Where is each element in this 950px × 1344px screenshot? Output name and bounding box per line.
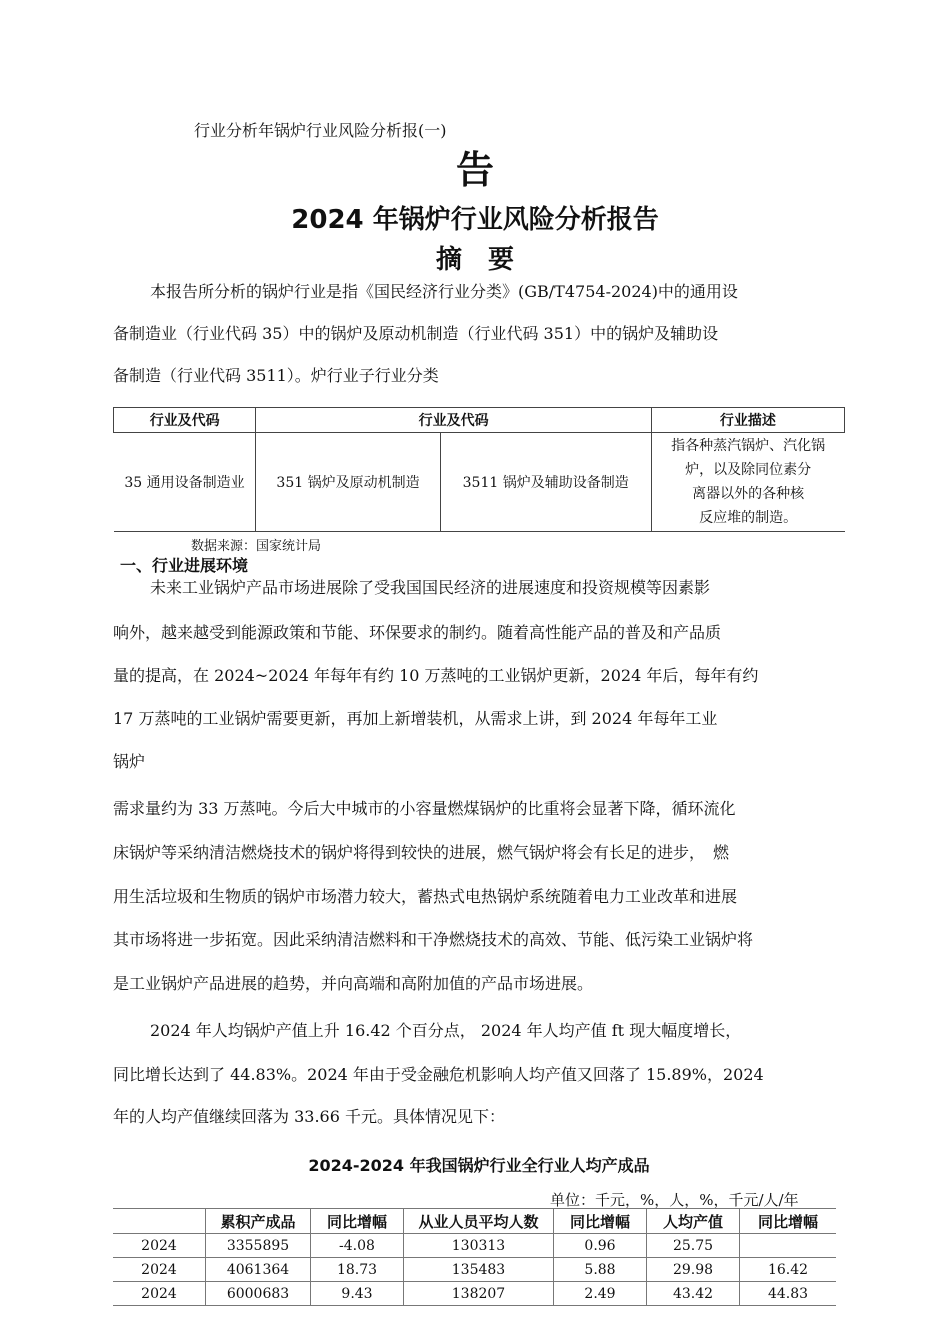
column-header: 人均产值: [647, 1209, 740, 1234]
table-cell: 44.83: [740, 1282, 837, 1306]
paragraph-line: 响外，越来越受到能源政策和节能、环保要求的制约。随着高性能产品的普及和产品质: [113, 623, 722, 642]
table-cell: 0.96: [554, 1234, 647, 1258]
table-cell: 2024: [113, 1282, 206, 1306]
paragraph-line: 17 万蒸吨的工业锅炉需要更新，再加上新增装机，从需求上讲，到 2024 年每年工业: [113, 709, 718, 728]
table-row: [113, 1234, 836, 1258]
paragraph-line: 年的人均产值继续回落为 33.66 千元。具体情况见下：: [113, 1107, 505, 1126]
table-title: 2024-2024 年我国锅炉行业全行业人均产成品: [308, 1156, 650, 1175]
data-source-note: 数据来源：国家统计局: [191, 539, 322, 554]
description-line: 炉，以及除同位素分: [685, 462, 812, 478]
table-cell: 4061364: [206, 1258, 311, 1282]
table-cell: 9.43: [311, 1282, 404, 1306]
industry-classification-table: [113, 407, 845, 532]
table-cell: 2024: [113, 1234, 206, 1258]
column-header: 行业及代码: [114, 408, 256, 433]
column-header: 同比增幅: [554, 1209, 647, 1234]
column-header: 累积产成品: [206, 1209, 311, 1234]
column-header: 从业人员平均人数: [404, 1209, 554, 1234]
table-cell: 2024: [113, 1258, 206, 1282]
table-cell: 5.88: [554, 1258, 647, 1282]
description-line: 反应堆的制造。: [699, 510, 798, 526]
column-header: 同比增幅: [311, 1209, 404, 1234]
table-header-row: [114, 408, 845, 433]
paragraph-line: 同比增长达到了 44.83%。2024 年由于受金融危机影响人均产值又回落了 15.89%，2024: [113, 1065, 764, 1084]
column-header: 行业及代码: [256, 408, 651, 433]
table-cell: 351 锅炉及原动机制造: [256, 433, 440, 532]
intro-line-3: 备制造（行业代码 3511）。炉行业子行业分类: [113, 366, 439, 385]
industry-description-cell: [651, 433, 844, 532]
table-cell: 25.75: [647, 1234, 740, 1258]
paragraph-line: 2024 年人均锅炉产值上升 16.42 个百分点， 2024 年人均产值 ft 现大幅度增长，: [150, 1021, 742, 1040]
table-cell: 135483: [404, 1258, 554, 1282]
table-cell: 18.73: [311, 1258, 404, 1282]
unit-note: 单位：千元，%，人，%，千元/人/年: [550, 1191, 799, 1209]
column-header: [113, 1209, 206, 1234]
paragraph-line: 用生活垃圾和生物质的锅炉市场潜力较大，蓄热式电热锅炉系统随着电力工业改革和进展: [113, 887, 738, 906]
table-cell: 43.42: [647, 1282, 740, 1306]
paragraph-line: 床锅炉等采纳清洁燃烧技术的锅炉将得到较快的进展，燃气锅炉将会有长足的进步， 燃: [113, 843, 730, 862]
table-row: [114, 433, 845, 532]
paragraph-line: 锅炉: [113, 752, 146, 771]
abstract-heading: 摘 要: [435, 245, 514, 275]
paragraph-line: 量的提高，在 2024~2024 年每年有约 10 万蒸吨的工业锅炉更新，2024 年后，每年有约: [113, 666, 759, 685]
table-header-row: [113, 1209, 836, 1234]
table-cell: 2.49: [554, 1282, 647, 1306]
paragraph-line: 需求量约为 33 万蒸吨。今后大中城市的小容量燃煤锅炉的比重将会显著下降，循环流化: [113, 799, 736, 818]
description-line: 离器以外的各种核: [692, 486, 805, 502]
description-line: 指各种蒸汽锅炉、汽化锅: [671, 438, 826, 454]
intro-line-2: 备制造业（行业代码 35）中的锅炉及原动机制造（行业代码 351）中的锅炉及辅助设: [113, 324, 719, 343]
paragraph-line: 是工业锅炉产品进展的趋势，并向高端和高附加值的产品市场进展。: [113, 974, 594, 993]
table-cell: 3511 锅炉及辅助设备制造: [440, 433, 651, 532]
table-cell: -4.08: [311, 1234, 404, 1258]
table-cell: 29.98: [647, 1258, 740, 1282]
report-title: 2024 年锅炉行业风险分析报告: [291, 205, 659, 235]
paragraph-line: 其市场将进一步拓宽。因此采纳清洁燃料和干净燃烧技术的高效、节能、低污染工业锅炉将: [113, 930, 754, 949]
title-fragment: 告: [455, 148, 494, 192]
table-row: [113, 1258, 836, 1282]
table-cell: 3355895: [206, 1234, 311, 1258]
table-row: [113, 1282, 836, 1306]
paragraph-line: 未来工业锅炉产品市场进展除了受我国国民经济的进展速度和投资规模等因素影: [150, 578, 711, 597]
table-cell: 35 通用设备制造业: [114, 433, 256, 532]
column-header: 行业描述: [651, 408, 844, 433]
table-cell: 138207: [404, 1282, 554, 1306]
output-per-capita-table: [113, 1208, 836, 1306]
section-heading: 一、行业进展环境: [120, 556, 249, 575]
table-cell: 130313: [404, 1234, 554, 1258]
document-top-line: 行业分析年锅炉行业风险分析报(一): [194, 121, 447, 140]
intro-line-1: 本报告所分析的锅炉行业是指《国民经济行业分类》(GB/T4754-2024)中的通用设: [150, 282, 738, 301]
table-cell: [740, 1234, 837, 1258]
column-header: 同比增幅: [740, 1209, 837, 1234]
table-cell: 16.42: [740, 1258, 837, 1282]
table-cell: 6000683: [206, 1282, 311, 1306]
